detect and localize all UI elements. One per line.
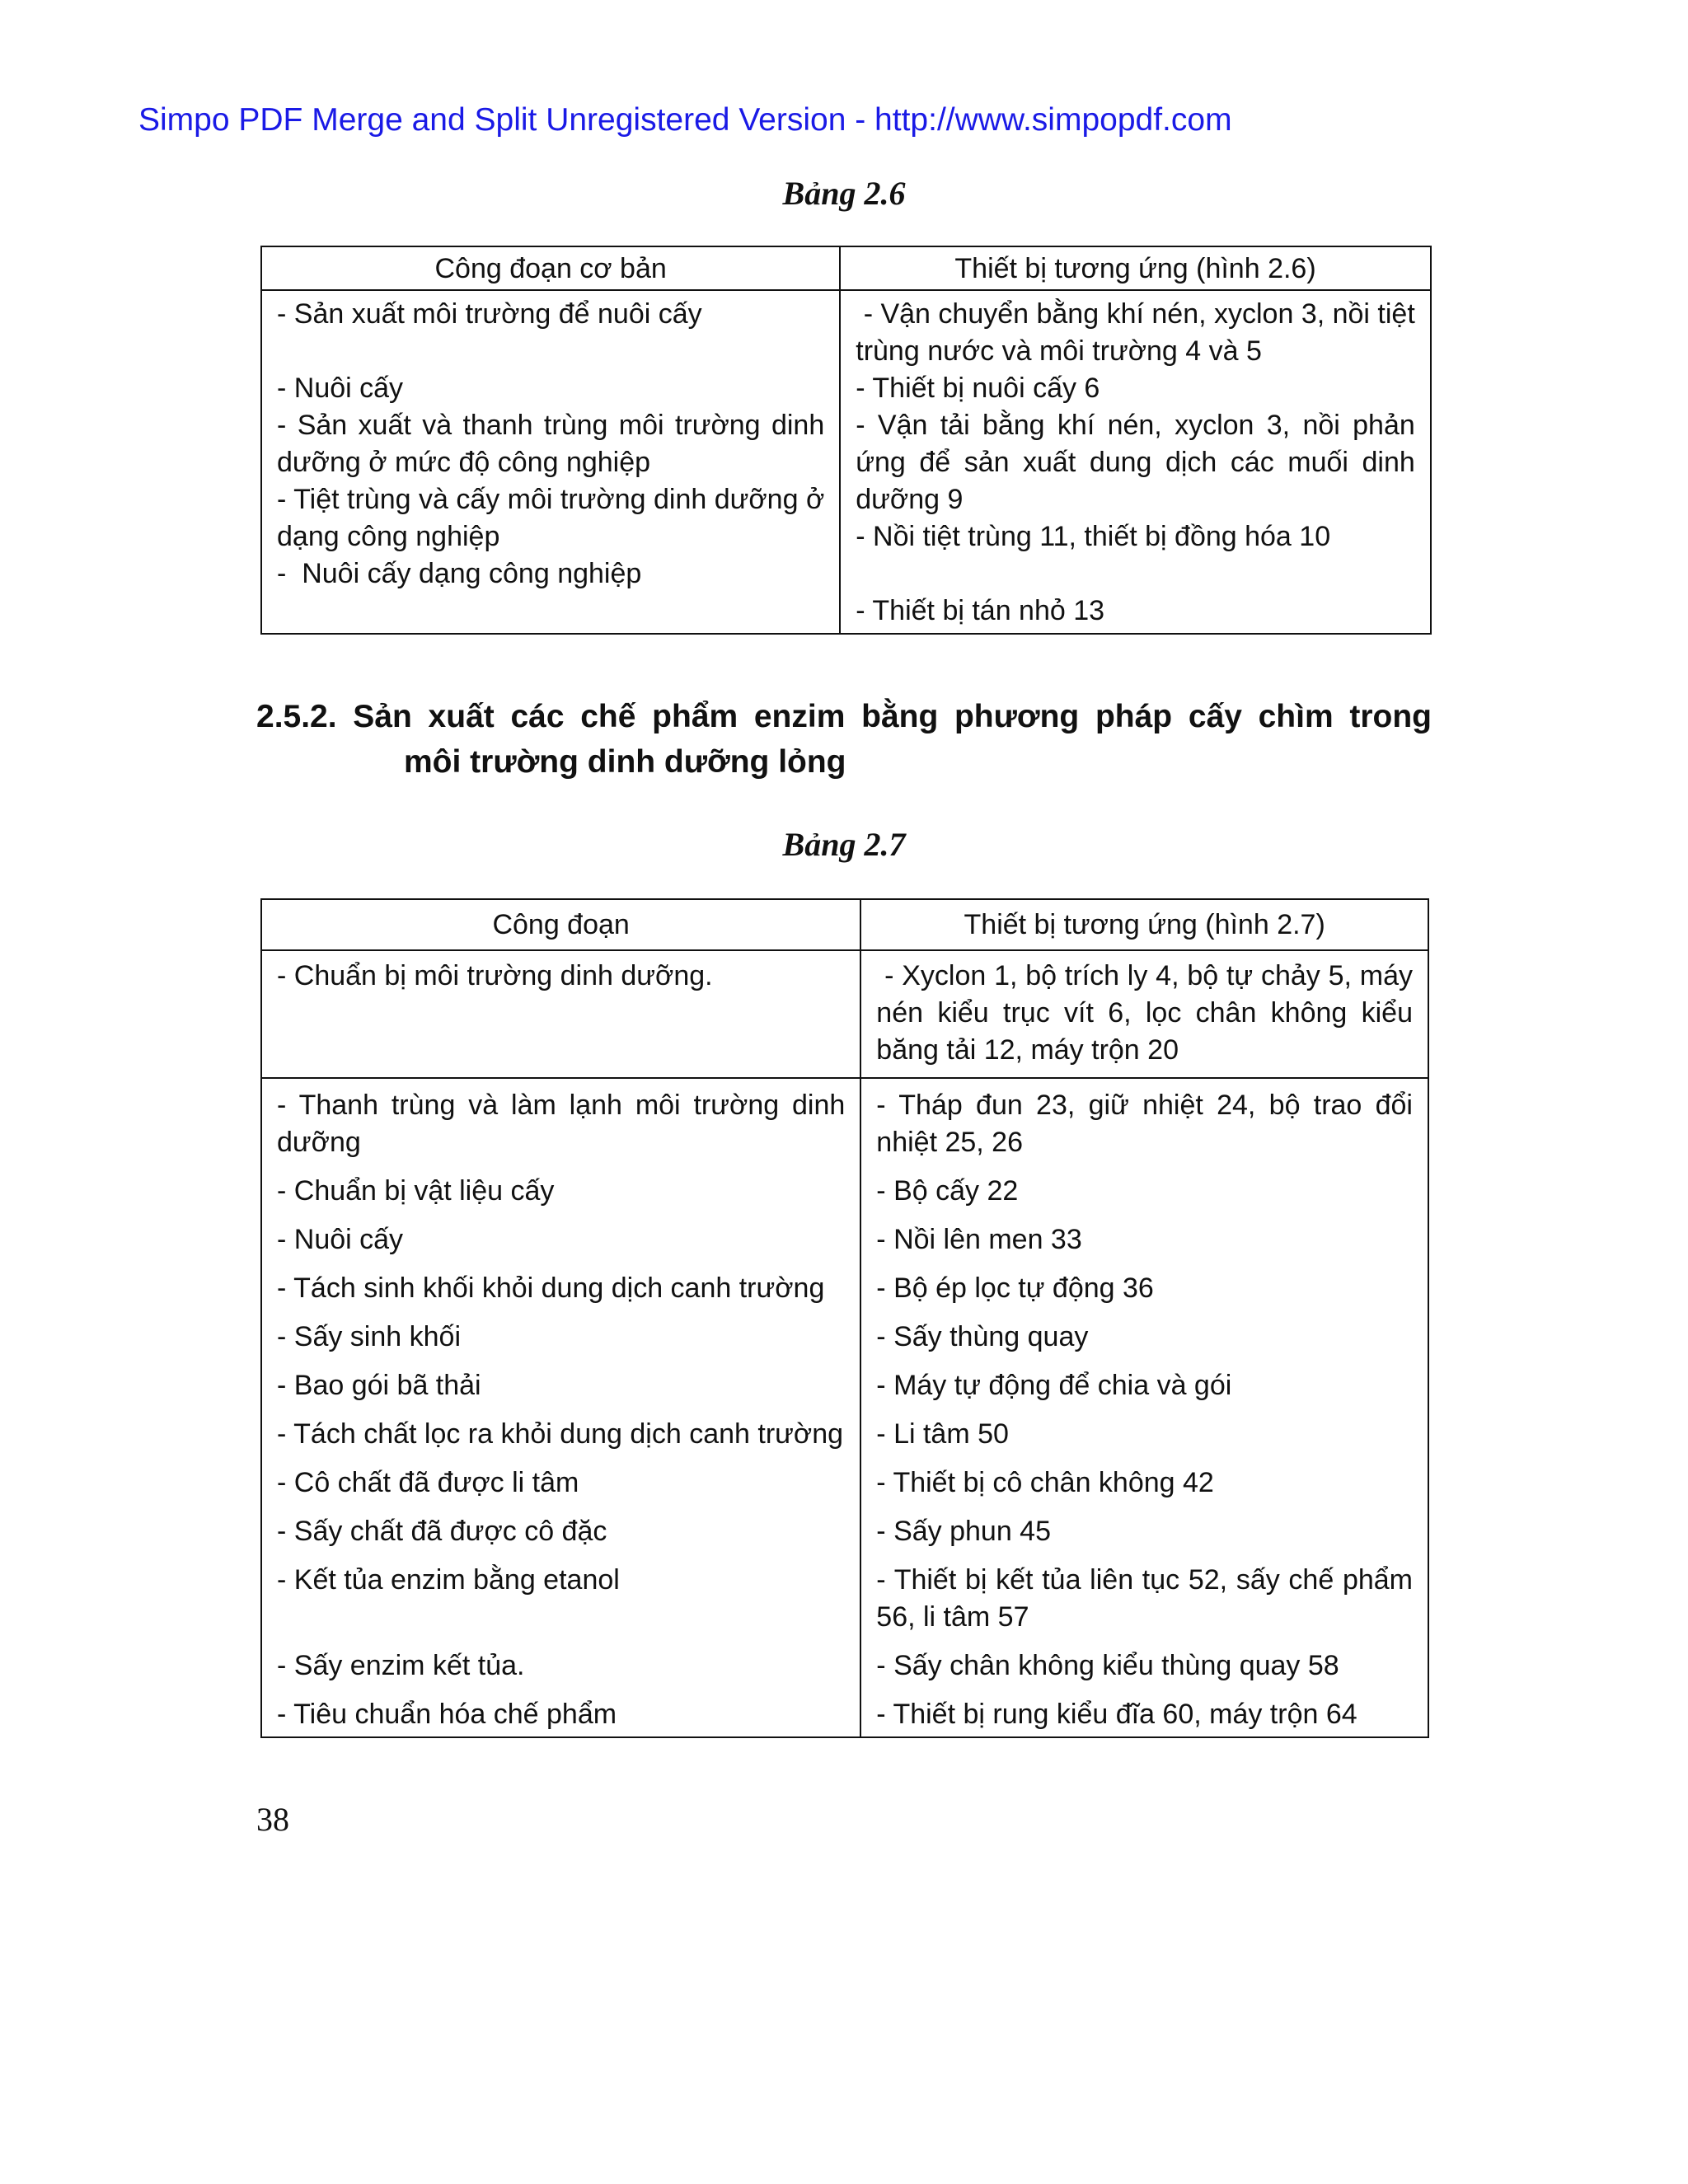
text-line: - Vận chuyển bằng khí nén, xyclon 3, nồi tiệt: [856, 298, 1415, 330]
list-item: [277, 1647, 845, 1685]
column-header-stage: Công đoạn: [261, 899, 860, 950]
stage-cell: [261, 1078, 860, 1737]
list-item: [277, 1319, 845, 1356]
text-line: - Tháp đun 23, giữ nhiệt 24, bộ trao đổi: [876, 1090, 1413, 1121]
text-line: - Li tâm 50: [876, 1418, 1009, 1450]
table-row: [261, 950, 1428, 1078]
list-item: [277, 1416, 845, 1453]
list-item: [876, 1367, 1413, 1404]
table-row: [261, 290, 1431, 634]
stage-cell: [261, 950, 860, 1078]
text-line: - Nồi tiệt trùng 11, thiết bị đồng hóa 10: [856, 521, 1331, 552]
text-line: - Thiết bị rung kiểu đĩa 60, máy trộn 64: [876, 1699, 1357, 1730]
list-item: [277, 1221, 845, 1258]
text-line: - Tiêu chuẩn hóa chế phẩm: [277, 1699, 617, 1730]
text-line: dạng công nghiệp: [277, 521, 500, 552]
text-line: - Nuôi cấy: [277, 373, 404, 404]
text-line: - Nồi lên men 33: [876, 1224, 1082, 1255]
text-line: băng tải 12, máy trộn 20: [876, 1034, 1179, 1066]
table-2-6: [260, 246, 1432, 635]
text-line: - Sấy thùng quay: [876, 1321, 1089, 1352]
text-line: - Xyclon 1, bộ trích ly 4, bộ tự chảy 5, máy: [876, 960, 1413, 991]
text-line: dưỡng ở mức độ công nghiệp: [277, 447, 651, 478]
list-item: [277, 1367, 845, 1404]
section-heading: [256, 694, 1432, 785]
text-line: - Sấy chân không kiểu thùng quay 58: [876, 1650, 1339, 1681]
list-item: [876, 1513, 1413, 1550]
text-line: nén kiểu trục vít 6, lọc chân không kiểu: [876, 997, 1413, 1029]
text-line: - Sấy chất đã được cô đặc: [277, 1516, 607, 1547]
section-heading-line1: 2.5.2. Sản xuất các chế phẩm enzim bằng phương pháp cấy chìm trong: [256, 699, 1432, 734]
equipment-cell: [860, 950, 1428, 1078]
list-item: [876, 1562, 1413, 1636]
list-item: [277, 1696, 845, 1733]
list-item: [876, 1696, 1413, 1733]
text-line: ứng để sản xuất dung dịch các muối dinh: [856, 447, 1415, 478]
equipment-cell: [860, 1078, 1428, 1737]
text-line: - Sấy enzim kết tủa.: [277, 1650, 525, 1681]
blank-line: [856, 555, 1415, 593]
text-line: - Tách sinh khối khỏi dung dịch canh trường: [277, 1272, 825, 1304]
text-line: dưỡng 9: [856, 484, 964, 515]
text-line: - Máy tự động để chia và gói: [876, 1370, 1232, 1401]
list-item: [876, 1647, 1413, 1685]
list-item: [277, 1562, 845, 1636]
table-2-7: [260, 898, 1429, 1738]
text-line: - Vận tải bằng khí nén, xyclon 3, nồi phản: [856, 410, 1415, 441]
blank-line: [277, 1599, 845, 1636]
text-line: - Tách chất lọc ra khỏi dung dịch canh trường: [277, 1418, 844, 1450]
list-item: [277, 1087, 845, 1161]
table-caption-2-7: Bảng 2.7: [782, 826, 906, 863]
text-line: - Chuẩn bị vật liệu cấy: [277, 1175, 555, 1207]
text-line: - Bao gói bã thải: [277, 1370, 481, 1401]
table-header-row: [261, 899, 1428, 950]
section-heading-line2: môi trường dinh dưỡng lỏng: [404, 744, 846, 780]
stage-cell: [261, 290, 840, 634]
table-header-row: [261, 246, 1431, 290]
text-line: - Nuôi cấy: [277, 1224, 404, 1255]
list-item: [277, 1513, 845, 1550]
list-item: [876, 1221, 1413, 1258]
watermark-text: Simpo PDF Merge and Split Unregistered Version - http://www.simpopdf.com: [138, 102, 1232, 138]
list-item: [876, 1319, 1413, 1356]
text-line: trùng nước và môi trường 4 và 5: [856, 335, 1262, 367]
table-row: [261, 1078, 1428, 1737]
text-line: - Thanh trùng và làm lạnh môi trường dinh: [277, 1090, 846, 1121]
text-line: - Kết tủa enzim bằng etanol: [277, 1564, 620, 1596]
text-line: - Sấy sinh khối: [277, 1321, 461, 1352]
text-line: - Thiết bị nuôi cấy 6: [856, 373, 1100, 404]
list-item: [277, 1465, 845, 1502]
blank-line: [277, 333, 824, 370]
text-line: - Sấy phun 45: [876, 1516, 1051, 1547]
list-item: [277, 1173, 845, 1210]
list-item: [876, 1416, 1413, 1453]
text-line: dưỡng: [277, 1127, 361, 1158]
text-line: - Thiết bị tán nhỏ 13: [856, 595, 1105, 626]
text-line: - Thiết bị kết tủa liên tục 52, sấy chế phẩm: [876, 1564, 1413, 1596]
equipment-cell: [840, 290, 1431, 634]
table-caption-2-6: Bảng 2.6: [782, 175, 906, 212]
text-line: - Sản xuất và thanh trùng môi trường dinh: [277, 410, 825, 441]
list-item: [876, 1087, 1413, 1161]
list-item: [277, 1270, 845, 1307]
text-line: - Tiệt trùng và cấy môi trường dinh dưỡng ở: [277, 484, 825, 515]
text-line: - Sản xuất môi trường để nuôi cấy: [277, 298, 702, 330]
page-number: 38: [256, 1801, 289, 1838]
list-item: [876, 1270, 1413, 1307]
text-line: - Bộ ép lọc tự động 36: [876, 1272, 1154, 1304]
text-line: - Chuẩn bị môi trường dinh dưỡng.: [277, 960, 713, 991]
column-header-equipment: Thiết bị tương ứng (hình 2.7): [860, 899, 1428, 950]
text-line: 56, li tâm 57: [876, 1601, 1029, 1633]
text-line: nhiệt 25, 26: [876, 1127, 1023, 1158]
text-line: - Nuôi cấy dạng công nghiệp: [277, 558, 642, 589]
list-item: [876, 1173, 1413, 1210]
list-item: [876, 1465, 1413, 1502]
text-line: - Thiết bị cô chân không 42: [876, 1467, 1214, 1498]
column-header-stage: Công đoạn cơ bản: [261, 246, 840, 290]
text-line: - Cô chất đã được li tâm: [277, 1467, 579, 1498]
text-line: - Bộ cấy 22: [876, 1175, 1019, 1207]
column-header-equipment: Thiết bị tương ứng (hình 2.6): [840, 246, 1431, 290]
